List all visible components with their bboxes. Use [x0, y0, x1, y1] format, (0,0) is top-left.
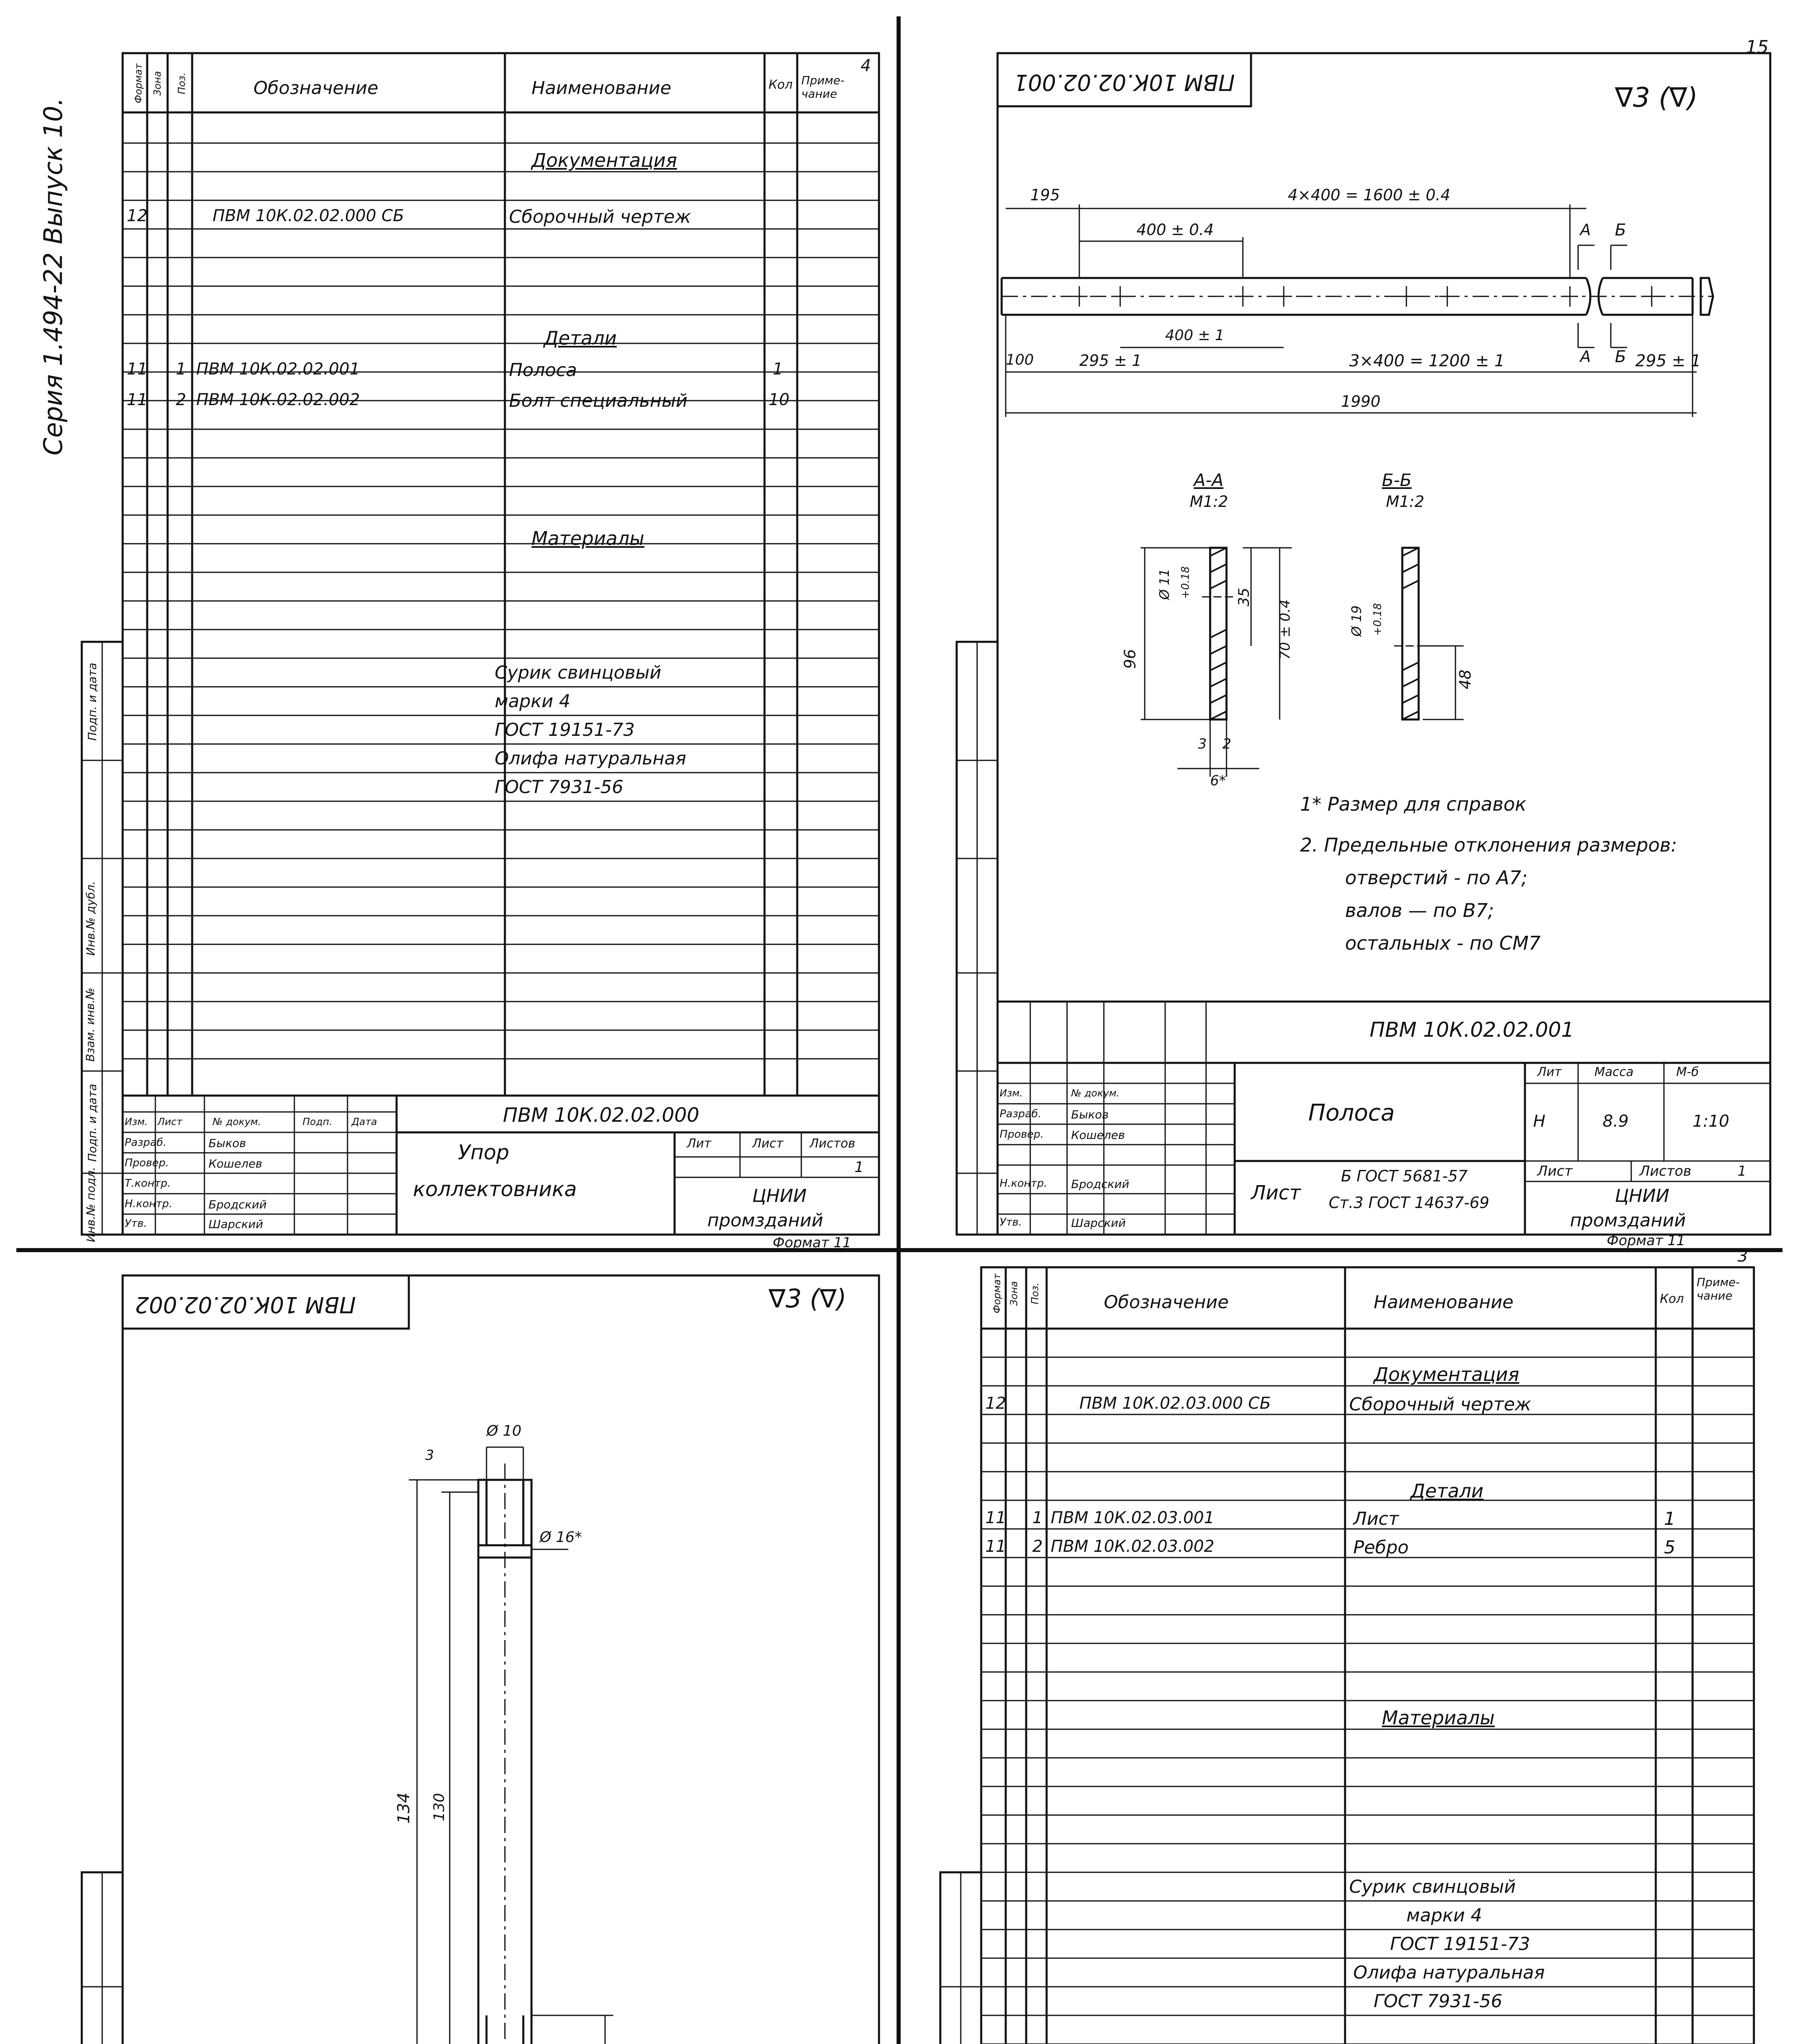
note-line: валов — по В7; — [1345, 899, 1494, 921]
material-line: Сурик свинцовый — [495, 662, 661, 683]
section-docs: Документация — [531, 149, 677, 171]
row-designation: ПВМ 10К.02.03.002 — [1051, 1537, 1215, 1556]
dim-100: 100 — [1006, 352, 1034, 368]
dim-400a: 400 ± 0.4 — [1137, 221, 1214, 239]
row-name: Болт специальный — [509, 390, 688, 411]
note-line: 1* Размер для справок — [1300, 793, 1527, 815]
row-designation: ПВМ 10К.02.02.001 — [196, 360, 360, 379]
note-line: остальных - по СМ7 — [1345, 932, 1541, 954]
row-pos: 2 — [1032, 1537, 1043, 1556]
title-name: коллектовника — [413, 1177, 577, 1201]
row-name: Сборочный чертеж — [509, 206, 691, 227]
row-format: 11 — [127, 390, 148, 409]
section-mark-b: Б — [1615, 347, 1626, 366]
dim-35: 35 — [1235, 587, 1253, 607]
sheets-count: 1 — [854, 1159, 864, 1176]
section-docs: Документация — [1374, 1363, 1520, 1385]
dim-hole-11: Ø 11 — [1157, 568, 1173, 600]
title-name: Полоса — [1308, 1100, 1395, 1126]
person-name: Бродский — [1071, 1177, 1130, 1191]
section-a-title: А-А — [1194, 470, 1224, 490]
stamp-label: Взам. инв.№ — [83, 987, 97, 1062]
row-designation: ПВМ 10К.02.02.000 СБ — [213, 206, 404, 225]
dim-top-span: 4×400 = 1600 ± 0.4 — [1288, 186, 1451, 204]
material-line: Сурик свинцовый — [1349, 1876, 1516, 1897]
role-label: Утв. — [1000, 1216, 1022, 1228]
ndoc-label: № докум. — [1071, 1087, 1120, 1099]
scale-value: 1:10 — [1693, 1112, 1729, 1131]
material-line: ГОСТ 19151-73 — [495, 719, 635, 740]
org-name: промзданий — [707, 1210, 823, 1231]
stamp-label: Подп. и дата — [85, 663, 99, 741]
row-qty: 1 — [773, 360, 783, 379]
row-pos: 1 — [176, 360, 186, 379]
note-line: отверстий - по А7; — [1345, 867, 1528, 889]
row-pos: 2 — [176, 390, 186, 409]
izm-label: Изм. — [1000, 1087, 1023, 1099]
dim-mid-span: 3×400 = 1200 ± 1 — [1349, 352, 1505, 370]
row-format: 12 — [985, 1394, 1006, 1413]
section-mark-a: А — [1580, 347, 1591, 365]
sheet-label: Лист — [1251, 1181, 1301, 1204]
drawing-code-rotated: ПВМ 10К.02.02.001 — [1014, 69, 1235, 95]
section-mark-b: Б — [1615, 221, 1626, 240]
material-line: марки 4 — [495, 691, 571, 712]
org-name: промзданий — [1570, 1210, 1686, 1231]
roughness-mark: ∇3 (∇) — [1615, 82, 1698, 113]
corner-mark: 15 — [1746, 37, 1769, 58]
material-line: марки 4 — [1406, 1905, 1482, 1926]
dim-d10: Ø 10 — [487, 1423, 522, 1439]
sheets-label: Листов — [1639, 1163, 1692, 1179]
row-name: Ребро — [1353, 1537, 1409, 1558]
person-name: Кошелев — [209, 1157, 262, 1170]
role-label: Провер. — [1000, 1128, 1044, 1141]
role-label: Утв. — [125, 1217, 147, 1230]
series-label: Серия 1.494-22 Выпуск 10. — [38, 97, 68, 456]
dim-96: 96 — [1121, 649, 1139, 669]
dim-130: 130 — [431, 1793, 448, 1821]
header-format: Формат — [132, 63, 144, 103]
person-name: Кошелев — [1071, 1128, 1125, 1142]
dim-2: 2 — [1222, 736, 1231, 752]
corner-mark: 4 — [861, 56, 871, 75]
mass-value: 8.9 — [1603, 1112, 1629, 1131]
row-designation: ПВМ 10К.02.03.000 СБ — [1079, 1394, 1271, 1413]
dim-48: 48 — [1456, 669, 1475, 690]
material-line: Ст.3 ГОСТ 14637-69 — [1329, 1194, 1489, 1212]
header-zone: Зона — [1008, 1281, 1020, 1306]
section-b-title: Б-Б — [1382, 470, 1412, 490]
row-name: Лист — [1353, 1508, 1399, 1529]
sheets-label: Листов — [809, 1136, 856, 1151]
role-label: Разраб. — [1000, 1108, 1042, 1120]
row-qty: 10 — [769, 390, 789, 409]
ndoc-label: № докум. — [213, 1116, 261, 1127]
header-pos: Поз. — [176, 72, 188, 94]
material-line: ГОСТ 7931-56 — [495, 777, 623, 798]
section-mark-a: А — [1580, 221, 1591, 239]
section-parts: Детали — [544, 327, 617, 349]
dim-total: 1990 — [1341, 392, 1381, 410]
date-label: Дата — [352, 1116, 377, 1127]
header-note: Приме- чание — [1697, 1275, 1740, 1302]
material-line: Олифа натуральная — [1353, 1962, 1545, 1983]
stamp-label: Подп. и дата — [85, 1084, 99, 1162]
material-line: Олифа натуральная — [495, 748, 686, 769]
row-format: 12 — [127, 206, 148, 225]
dim-3: 3 — [1198, 736, 1207, 752]
dim-295a: 295 ± 1 — [1079, 352, 1142, 370]
title-name: Упор — [458, 1141, 509, 1164]
row-pos: 1 — [1032, 1508, 1043, 1527]
row-name: Полоса — [509, 360, 577, 381]
material-line: Б ГОСТ 5681-57 — [1341, 1167, 1468, 1185]
dim-295b: 295 ± 1 — [1635, 352, 1701, 370]
corner-mark: 3 — [1738, 1247, 1748, 1266]
row-qty: 5 — [1664, 1537, 1675, 1558]
dim-hole-19: Ø 19 — [1349, 605, 1365, 637]
roughness-mark: ∇3 (∇) — [769, 1284, 847, 1313]
sheets-count: 1 — [1738, 1163, 1747, 1179]
section-materials: Материалы — [1382, 1707, 1495, 1729]
format-label: Формат 11 — [1607, 1233, 1686, 1249]
row-designation: ПВМ 10К.02.02.002 — [196, 390, 360, 409]
dim-400b: 400 ± 1 — [1165, 327, 1224, 344]
header-qty: Кол — [769, 78, 793, 92]
dim-70: 70 ± 0.4 — [1277, 599, 1294, 660]
role-label: Н.контр. — [1000, 1177, 1047, 1190]
header-note: Приме- чание — [801, 74, 845, 101]
list-label: Лист — [157, 1116, 182, 1127]
org-name: ЦНИИ — [752, 1186, 807, 1206]
row-format: 11 — [985, 1537, 1006, 1556]
header-format: Формат — [991, 1273, 1003, 1313]
header-zone: Зона — [152, 71, 164, 96]
header-name: Наименование — [1374, 1292, 1513, 1313]
header-designation: Обозначение — [253, 78, 379, 99]
sheet-label: Лист — [752, 1136, 784, 1151]
material-line: ГОСТ 7931-56 — [1374, 1991, 1502, 2012]
section-materials: Материалы — [531, 527, 644, 549]
role-label: Т.контр. — [125, 1177, 171, 1190]
dim-hole-11-tol: +0.18 — [1179, 566, 1192, 599]
lit-value: Н — [1533, 1112, 1546, 1131]
title-code: ПВМ 10К.02.02.001 — [1370, 1018, 1574, 1042]
row-format: 11 — [127, 360, 148, 379]
section-b-scale: М1:2 — [1386, 493, 1424, 511]
role-label: Н.контр. — [125, 1198, 173, 1210]
dim-hole-19-tol: +0.18 — [1371, 603, 1384, 636]
dim-195: 195 — [1030, 186, 1060, 204]
mass-label: Масса — [1594, 1065, 1634, 1079]
material-line: ГОСТ 19151-73 — [1390, 1934, 1530, 1954]
row-name: Сборочный чертеж — [1349, 1394, 1531, 1415]
stamp-label: Инв.№ подл. — [84, 1167, 98, 1242]
person-name: Шарский — [209, 1217, 263, 1231]
header-designation: Обозначение — [1104, 1292, 1229, 1313]
title-code: ПВМ 10К.02.02.000 — [503, 1104, 700, 1127]
dim-d16: Ø 16* — [540, 1529, 582, 1546]
section-parts: Детали — [1410, 1480, 1484, 1502]
org-name: ЦНИИ — [1615, 1186, 1670, 1206]
dim-134: 134 — [395, 1792, 414, 1824]
stamp-label: Инв.№ дубл. — [83, 881, 97, 956]
dim-6: 6* — [1210, 773, 1226, 789]
lit-label: Лит — [1537, 1065, 1562, 1079]
scale-label: М-б — [1676, 1065, 1699, 1079]
sheet-label: Лист — [1537, 1163, 1573, 1179]
person-name: Шарский — [1071, 1216, 1126, 1230]
dim-3: 3 — [425, 1447, 434, 1464]
izm-label: Изм. — [125, 1116, 148, 1127]
note-line: 2. Предельные отклонения размеров: — [1300, 834, 1677, 856]
format-label: Формат 11 — [773, 1235, 852, 1251]
section-a-scale: М1:2 — [1190, 493, 1228, 511]
row-format: 11 — [985, 1508, 1006, 1527]
person-name: Бродский — [209, 1198, 267, 1211]
header-qty: Кол — [1660, 1292, 1684, 1306]
header-name: Наименование — [531, 78, 671, 99]
lit-label: Лит — [687, 1136, 711, 1151]
role-label: Провер. — [125, 1157, 169, 1169]
header-pos: Поз. — [1029, 1282, 1041, 1304]
sign-label: Подп. — [303, 1116, 332, 1127]
person-name: Быков — [1071, 1108, 1109, 1121]
person-name: Быков — [209, 1136, 246, 1150]
drawing-code-rotated: ПВМ 10К.02.02.002 — [135, 1292, 356, 1318]
role-label: Разраб. — [125, 1136, 167, 1149]
row-qty: 1 — [1664, 1508, 1675, 1529]
row-designation: ПВМ 10К.02.03.001 — [1051, 1508, 1215, 1527]
